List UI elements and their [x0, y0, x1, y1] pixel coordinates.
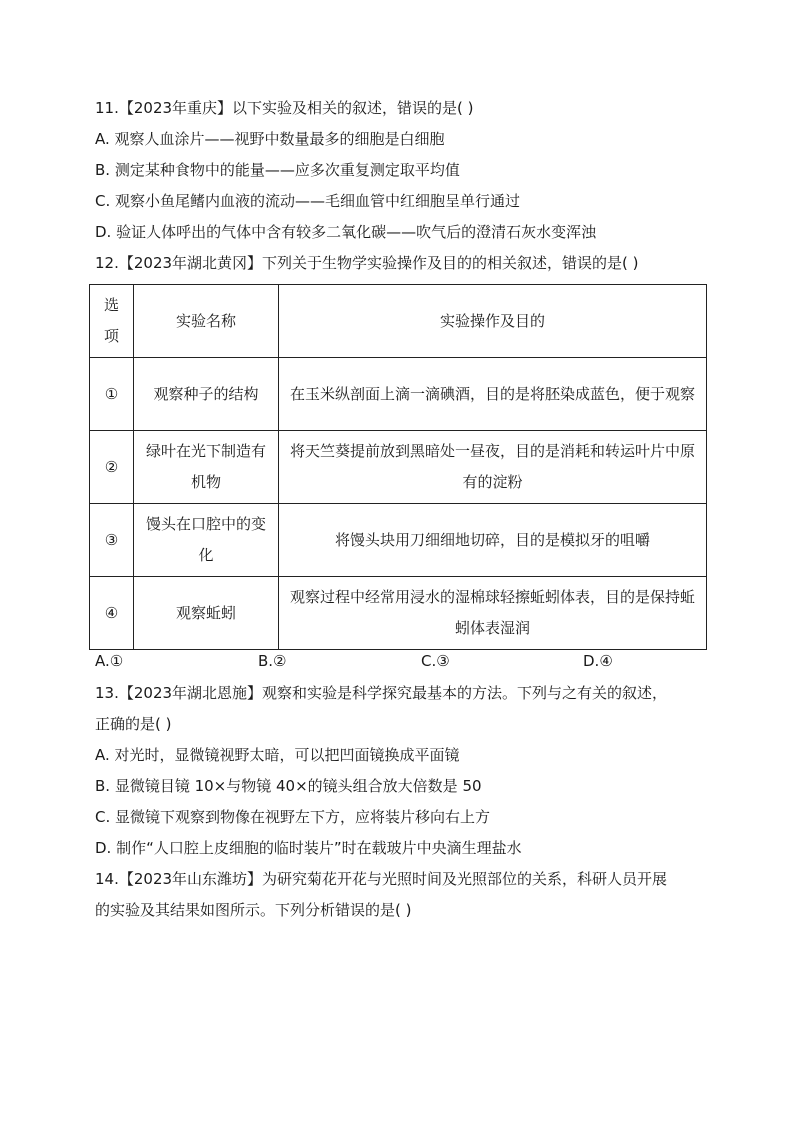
q12-option-a: A.① [95, 652, 124, 670]
row-operation-purpose: 观察过程中经常用浸水的湿棉球轻擦蚯蚓体表，目的是保持蚯蚓体表湿润 [279, 577, 707, 650]
q11-option-d: D. 验证人体呼出的气体中含有较多二氧化碳——吹气后的澄清石灰水变浑浊 [95, 223, 597, 241]
q12-stem: 12.【2023年湖北黄冈】下列关于生物学实验操作及目的的相关叙述，错误的是( ) [95, 254, 639, 272]
table-row [90, 577, 707, 650]
row-marker: ② [90, 431, 134, 504]
q13-stem-line1: 13.【2023年湖北恩施】观察和实验是科学探究最基本的方法。下列与之有关的叙述， [95, 684, 668, 702]
row-operation-purpose: 将天竺葵提前放到黑暗处一昼夜，目的是消耗和转运叶片中原有的淀粉 [279, 431, 707, 504]
table-row [90, 431, 707, 504]
header-operation-purpose: 实验操作及目的 [279, 285, 707, 358]
q14-stem-line2: 的实验及其结果如图所示。下列分析错误的是( ) [95, 901, 412, 919]
q12-option-b: B.② [258, 652, 287, 670]
header-experiment-name: 实验名称 [134, 285, 279, 358]
row-operation-purpose: 在玉米纵剖面上滴一滴碘酒，目的是将胚染成蓝色，便于观察 [279, 358, 707, 431]
row-marker: ① [90, 358, 134, 431]
q12-experiment-table [89, 284, 707, 650]
table-row [90, 504, 707, 577]
q13-option-d: D. 制作“人口腔上皮细胞的临时装片”时在载玻片中央滴生理盐水 [95, 839, 522, 857]
q13-option-c: C. 显微镜下观察到物像在视野左下方，应将装片移向右上方 [95, 808, 491, 826]
row-operation-purpose: 将馒头块用刀细细地切碎，目的是模拟牙的咀嚼 [279, 504, 707, 577]
q11-option-b: B. 测定某种食物中的能量——应多次重复测定取平均值 [95, 161, 460, 179]
table-row [90, 358, 707, 431]
row-experiment-name: 观察种子的结构 [134, 358, 279, 431]
q11-option-c: C. 观察小鱼尾鳍内血液的流动——毛细血管中红细胞呈单行通过 [95, 192, 521, 210]
table-header-row [90, 285, 707, 358]
q13-option-a: A. 对光时，显微镜视野太暗，可以把凹面镜换成平面镜 [95, 746, 460, 764]
row-experiment-name: 观察蚯蚓 [134, 577, 279, 650]
q11-stem: 11.【2023年重庆】以下实验及相关的叙述，错误的是( ) [95, 99, 474, 117]
q13-option-b: B. 显微镜目镜 10×与物镜 40×的镜头组合放大倍数是 50 [95, 777, 482, 795]
row-experiment-name: 绿叶在光下制造有机物 [134, 431, 279, 504]
header-option: 选项 [90, 285, 134, 358]
q12-option-c: C.③ [421, 652, 450, 670]
q13-stem-line2: 正确的是( ) [95, 715, 172, 733]
q11-option-a: A. 观察人血涂片——视野中数量最多的细胞是白细胞 [95, 130, 445, 148]
row-marker: ④ [90, 577, 134, 650]
q14-stem-line1: 14.【2023年山东潍坊】为研究菊花开花与光照时间及光照部位的关系，科研人员开展 [95, 870, 668, 888]
q12-option-d: D.④ [583, 652, 613, 670]
row-marker: ③ [90, 504, 134, 577]
row-experiment-name: 馒头在口腔中的变化 [134, 504, 279, 577]
